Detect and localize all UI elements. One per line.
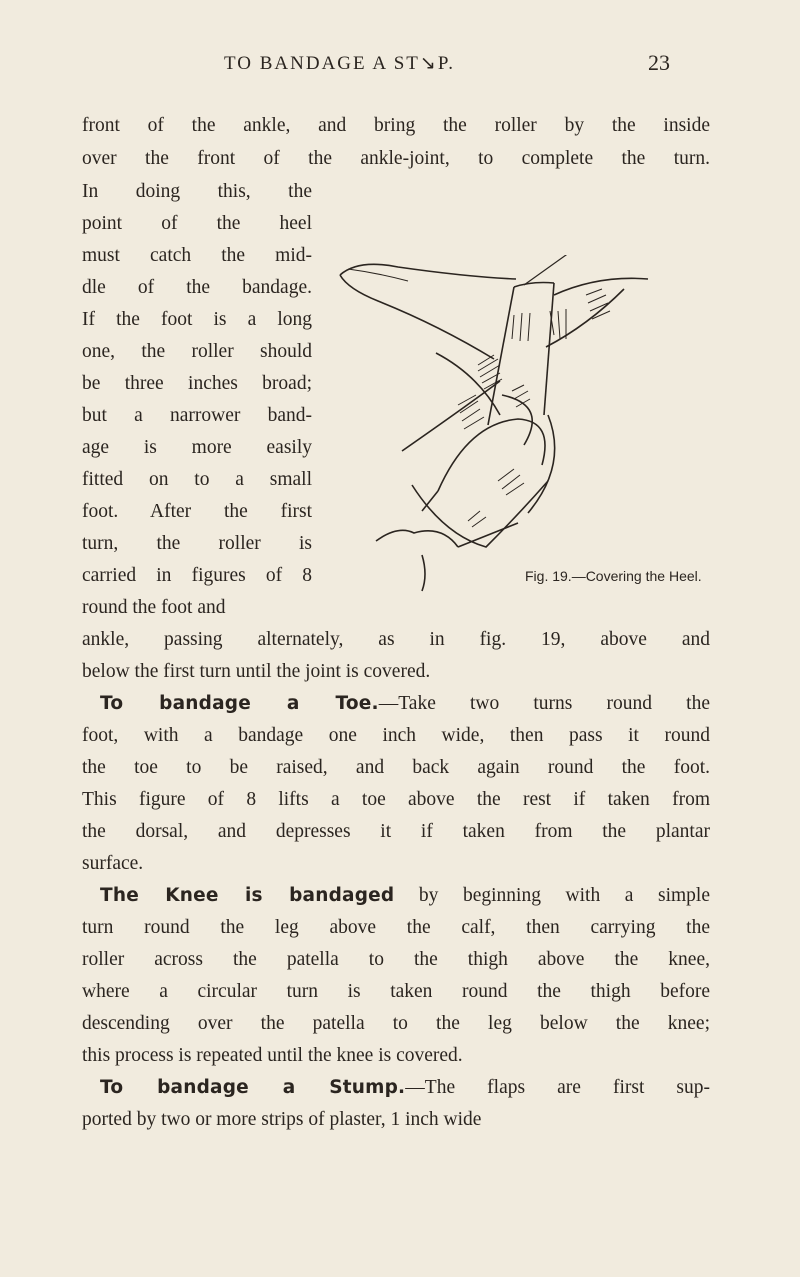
figure-caption: Fig. 19.—Covering the Heel. [525,568,702,584]
text-line: one, the roller should [82,341,312,362]
text-line: be three inches broad; [82,373,312,394]
text-line: dle of the bandage. [82,277,312,298]
section-stump-text: —The flaps are first sup- [405,1077,710,1098]
text-line: the dorsal, and depresses it if taken from the plantar [82,821,710,842]
bandaged-heel-illustration [318,255,718,595]
text-line: carried in figures of 8 [82,565,312,586]
text-line: surface. [82,853,144,874]
text-line: this process is repeated until the knee is covered. [82,1045,463,1066]
text-line: but a narrower band- [82,405,312,426]
text-line: fitted on to a small [82,469,312,490]
section-knee-text: by beginning with a simple [418,885,710,906]
section-toe-first-line [100,688,710,720]
section-heading-toe: To bandage a Toe. [100,693,379,714]
text-line: In doing this, the [82,181,312,202]
text-line: round the foot and [82,597,226,618]
text-line: below the first turn until the joint is covered. [82,661,431,682]
text-line: descending over the patella to the leg below the knee; [82,1013,710,1034]
section-knee-first-line [100,880,710,912]
text-line: where a circular turn is taken round the thigh before [82,981,710,1002]
text-line: point of the heel [82,213,312,234]
text-line: ported by two or more strips of plaster, 1 inch wide [82,1109,482,1130]
section-heading-knee: The Knee is bandaged [100,885,395,906]
text-line: foot, with a bandage one inch wide, then pass it round [82,725,710,746]
text-line: If the foot is a long [82,309,312,330]
text-line: over the front of the ankle-joint, to complete the turn. [82,148,710,169]
text-line: roller across the patella to the thigh above the knee, [82,949,710,970]
text-line: ankle, passing alternately, as in fig. 19, above and [82,629,710,650]
text-line: turn, the roller is [82,533,312,554]
text-line: age is more easily [82,437,312,458]
section-toe-text: —Take two turns round the [378,693,710,714]
running-title: TO BANDAGE A ST↘P. [224,53,456,74]
text-line: the toe to be raised, and back again round the foot. [82,757,710,778]
text-line: This figure of 8 lifts a toe above the rest if taken from [82,789,710,810]
text-line: turn round the leg above the calf, then carrying the [82,917,710,938]
text-line: front of the ankle, and bring the roller by the inside [82,115,710,136]
text-line: must catch the mid- [82,245,312,266]
section-heading-stump: To bandage a Stump. [100,1077,406,1098]
page-header [0,50,800,80]
figure-bandaged-heel [318,255,718,595]
page-number: 23 [648,50,670,75]
section-stump-first-line [100,1072,710,1104]
text-line: foot. After the first [82,501,312,522]
